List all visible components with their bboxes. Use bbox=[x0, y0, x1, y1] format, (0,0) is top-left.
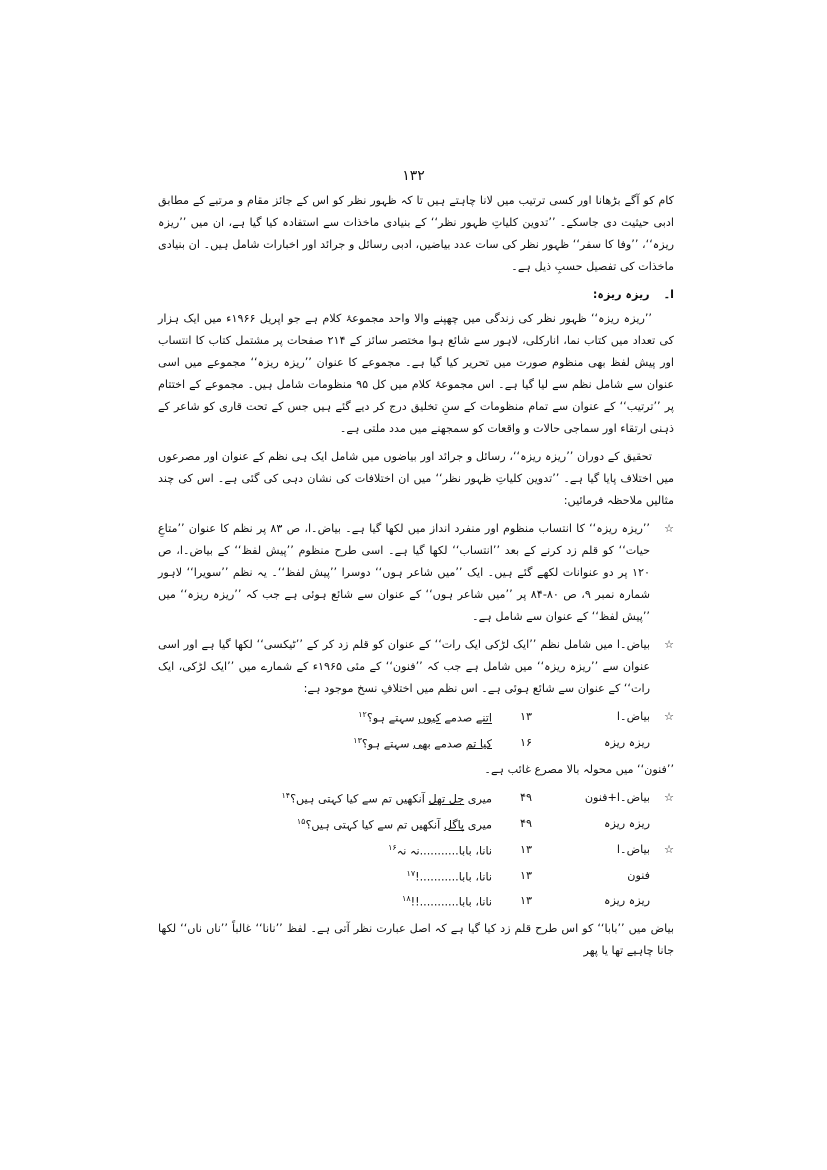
verse-source: فنون bbox=[627, 868, 650, 882]
note-line: ’’فنون‘‘ میں محولہ بالا مصرع غائب ہے۔ bbox=[484, 763, 674, 777]
verse-line bbox=[158, 863, 492, 889]
verse-star bbox=[650, 837, 674, 863]
verse-star bbox=[650, 888, 674, 914]
verse-variant: کیا تم bbox=[465, 737, 492, 751]
star-icon: ☆ bbox=[663, 791, 674, 805]
verse-text: میری bbox=[464, 793, 492, 807]
verse-variant: اتنے bbox=[475, 711, 492, 725]
verse-line bbox=[158, 785, 492, 811]
verse-line bbox=[158, 811, 492, 837]
verse-source: بیاض۔ا+فنون bbox=[584, 791, 650, 805]
verse-star bbox=[650, 730, 674, 756]
verse-row bbox=[158, 837, 674, 863]
verse-variant: جل تھل bbox=[428, 793, 465, 807]
footnote-ref: ۱۶ bbox=[388, 842, 397, 852]
verse-row bbox=[158, 888, 674, 914]
verse-text: سہتے ہو؟ bbox=[361, 737, 414, 751]
page-number: ۱۳۲ bbox=[402, 168, 425, 184]
verse-row bbox=[158, 863, 674, 889]
verse-page: ۱۶ bbox=[519, 735, 532, 749]
bullet-item bbox=[158, 634, 674, 700]
verse-line bbox=[158, 888, 492, 914]
bullet-item bbox=[158, 518, 674, 628]
verse-text: آنکھیں تم سے کیا کہتی ہیں؟ bbox=[305, 818, 444, 832]
star-icon: ☆ bbox=[664, 522, 674, 535]
verse-text: نانا، بابا...........نہ نہ bbox=[396, 844, 492, 858]
star-icon: ☆ bbox=[663, 842, 674, 856]
section-heading bbox=[158, 284, 674, 306]
page-body bbox=[158, 190, 674, 962]
star-icon: ☆ bbox=[663, 709, 674, 723]
bullet-text: بیاض۔ا میں شامل نظم ’’ایک لڑکی ایک رات‘‘ کے عنوان کو قلم زد کر کے ’’ٹیکسی‘‘ لکھا گیا ہے اور اسی عنوان سے ’’ریزہ ریزہ‘‘ میں شامل ہے جب کہ ’’فنون‘‘ کے مئی ۱۹۶۵ء کے شمارے میں ’’ایک لڑکی، ایک رات‘‘ کے عنوان سے شائع ہوئی ہے۔ اس نظم میں اختلافِ نسخ موجود ہے: bbox=[158, 638, 651, 695]
section-number: ا۔ bbox=[663, 288, 674, 301]
verse-source: ریزہ ریزہ bbox=[603, 735, 650, 749]
verse-page: ۴۹ bbox=[519, 817, 532, 831]
verse-variants-table bbox=[158, 785, 674, 914]
verse-text: صدمے bbox=[430, 737, 466, 751]
verse-line bbox=[158, 704, 492, 730]
verse-text: نانا، بابا...........!! bbox=[410, 896, 492, 910]
verse-star bbox=[650, 785, 674, 811]
verse-line bbox=[158, 730, 492, 756]
verse-variants-table bbox=[158, 704, 674, 755]
verse-page: ۱۳ bbox=[519, 709, 532, 723]
body-paragraph: تحقیق کے دوران ’’ریزہ ریزہ‘‘، رسائل و جرائد اور بیاضوں میں شامل ایک ہی نظم کے عنوان اور مصرعوں میں اختلاف پایا گیا ہے۔ ’’تدوین کلیاتِ ظہور نظر‘‘ میں ان اختلافات کی نشان دہی کی گئی ہے۔ اس کی چند مثالیں ملاحظہ فرمائیں: bbox=[158, 450, 674, 507]
body-paragraph: ’’ریزہ ریزہ‘‘ ظہور نظر کی زندگی میں چھپنے والا واحد مجموعۂ کلام ہے جو اپریل ۱۹۶۶ء میں ایک ہزار کی تعداد میں کتاب نما، انارکلی، لاہور سے شائع ہوا مختصر سائز کے ۲۱۴ صفحات پر مشتمل کتاب کا انتساب اور پیش لفظ بھی منظوم صورت میں تحریر کیا گیا ہے۔ مجموعے کا عنوان ’’ریزہ ریزہ‘‘ مجموعے میں اسی عنوان سے شامل نظم سے لیا گیا ہے۔ اس مجموعۂ کلام میں کل ۹۵ منظومات شامل ہیں۔ مجموعے کے اختتام پر ’’ترتیب‘‘ کے عنوان سے تمام منظومات کے سنِ تخلیق درج کر دیے گئے ہیں جس کے تحت قاری کو شاعر کے ذہنی ارتقاء اور سماجی حالات و واقعات کو سمجھنے میں مدد ملتی ہے۔ bbox=[158, 312, 675, 435]
verse-star bbox=[650, 811, 674, 837]
section-title: ریزہ ریزہ: bbox=[592, 288, 650, 301]
footnote-ref: ۱۲ bbox=[358, 710, 367, 719]
verse-row bbox=[158, 811, 674, 837]
footnote-ref: ۱۸ bbox=[402, 894, 411, 904]
verse-variant: پاگل bbox=[443, 818, 465, 832]
verse-page: ۱۳ bbox=[519, 868, 532, 882]
verse-text: سہتے ہو؟ bbox=[366, 711, 419, 725]
verse-source: ریزہ ریزہ bbox=[603, 817, 650, 831]
verse-star bbox=[650, 704, 674, 730]
footnote-ref: ۱۷ bbox=[406, 868, 416, 878]
verse-source: بیاض۔ا bbox=[616, 842, 650, 856]
verse-row bbox=[158, 704, 674, 730]
bullet-text: ’’ریزہ ریزہ‘‘ کا انتساب منظوم اور منفرد انداز میں لکھا گیا ہے۔ بیاض۔ا، ص ۸۳ پر نظم کا عنوان ’’متاعِ حیات‘‘ کو قلم زد کرنے کے بعد ’’انتساب‘‘ لکھا گیا ہے۔ اسی طرح منظوم ’’پیش لفظ‘‘ کے بیاض۔ا، ص ۱۲۰ پر دو عنوانات لکھے گئے ہیں۔ ایک ’’میں شاعر ہوں‘‘ دوسرا ’’پیش لفظ‘‘۔ یہ نظم ’’سویرا‘‘ لاہور شمارہ نمبر ۹، ص ۸۰-۸۴ پر ’’میں شاعر ہوں‘‘ کے عنوان سے شائع ہوئی ہے جب کہ ’’ریزہ ریزہ‘‘ میں ’’پیش لفظ‘‘ کے عنوان سے شامل ہے۔ bbox=[158, 522, 651, 623]
verse-row bbox=[158, 730, 674, 756]
star-icon: ☆ bbox=[664, 638, 674, 651]
verse-source: بیاض۔ا bbox=[616, 709, 650, 723]
verse-page: ۴۹ bbox=[519, 791, 532, 805]
verse-text: آنکھیں تم سے کیا کہتی ہیں؟ bbox=[290, 793, 429, 807]
closing-paragraph: بیاض میں ’’بابا‘‘ کو اس طرح قلم زد کیا گیا ہے کہ اصل عبارت نظر آتی ہے۔ لفظ ’’نانا‘‘ غالباً ’’ناں ناں‘‘ لکھا جانا چاہیے تھا یا پھر bbox=[158, 922, 674, 958]
intro-paragraph: کام کو آگے بڑھانا اور کسی ترتیب میں لانا چاہتے ہیں تا کہ ظہور نظر کو اس کے جائز مقام و مرتبے کے مطابق ادبی حیثیت دی جاسکے۔ ’’تدوین کلیاتِ ظہور نظر‘‘ کے بنیادی ماخذات سے استفادہ کیا گیا ہے، ان میں ’’ریزہ ریزہ‘‘، ’’وفا کا سفر‘‘ ظہور نظر کی سات عدد بیاضیں، ادبی رسائل و جرائد اور اخبارات شامل ہیں۔ ان بنیادی ماخذات کی تفصیل حسبِ ذیل ہے۔ bbox=[158, 194, 674, 273]
verse-text: میری bbox=[464, 818, 492, 832]
footnote-ref: ۱۵ bbox=[296, 817, 306, 827]
verse-variant: کیوں bbox=[418, 711, 441, 725]
verse-text: صدمے bbox=[440, 711, 476, 725]
verse-source: ریزہ ریزہ bbox=[603, 894, 650, 908]
footnote-ref: ۱۳ bbox=[353, 735, 362, 745]
verse-text: نانا، بابا...........! bbox=[415, 870, 492, 884]
verse-page: ۱۳ bbox=[519, 842, 532, 856]
verse-variant: بھی bbox=[413, 737, 431, 751]
verse-page: ۱۳ bbox=[519, 894, 532, 908]
verse-star bbox=[650, 863, 674, 889]
footnote-ref: ۱۴ bbox=[281, 791, 291, 801]
verse-line bbox=[158, 837, 492, 863]
verse-row bbox=[158, 785, 674, 811]
